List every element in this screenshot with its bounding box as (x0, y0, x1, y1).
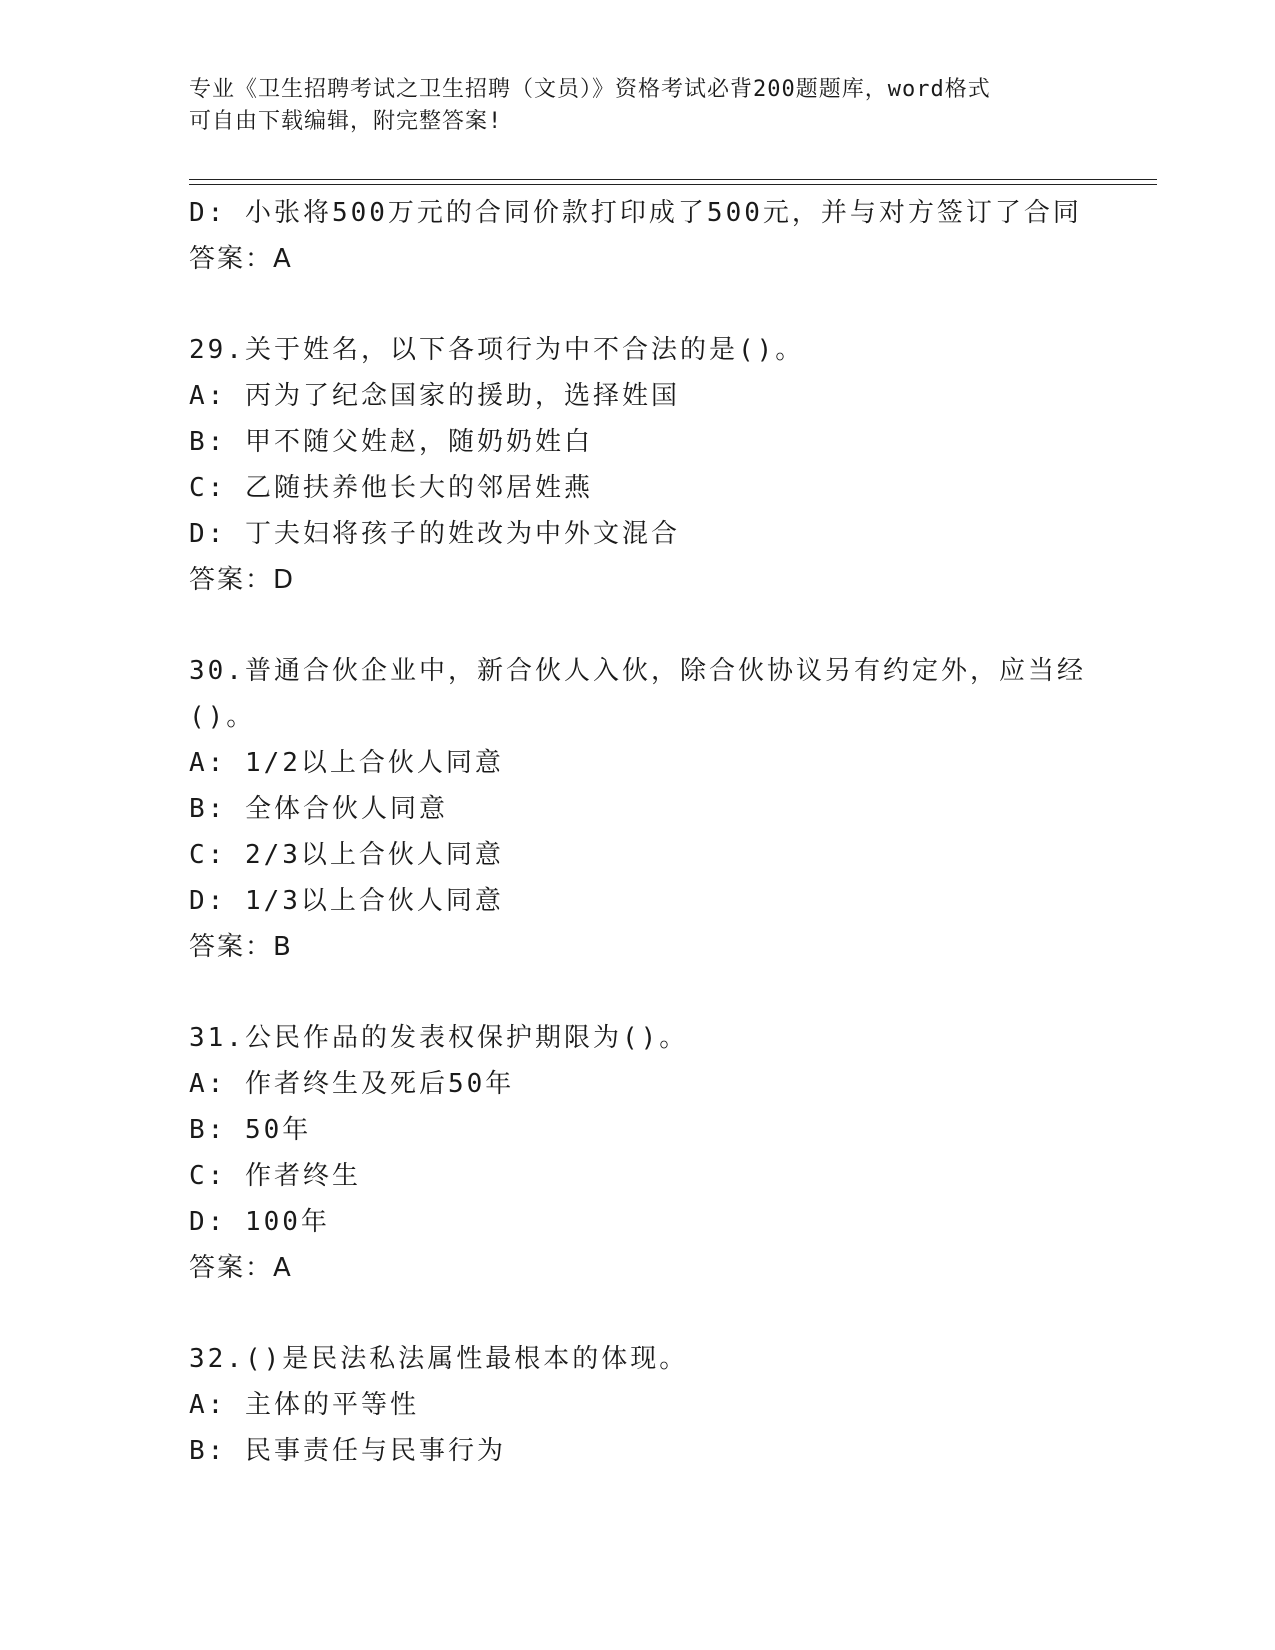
header-divider-bottom (189, 184, 1157, 185)
option-b: B: 甲不随父姓赵，随奶奶姓白 (189, 427, 593, 457)
option-a: A: 作者终生及死后50年 (189, 1069, 515, 1099)
question-block-29 (189, 327, 1089, 603)
option-c: C: 2/3以上合伙人同意 (189, 840, 504, 870)
question-stem: 30.普通合伙企业中，新合伙人入伙，除合伙协议另有约定外，应当经 (189, 656, 1086, 686)
question-stem-continued: ()。 (189, 702, 256, 732)
question-block-32 (189, 1336, 1089, 1474)
option-d: D: 100年 (189, 1207, 330, 1237)
answer-line: 答案：A (189, 1253, 293, 1283)
spacer (189, 970, 1089, 1015)
document-header (189, 74, 1089, 138)
option-d: D: 1/3以上合伙人同意 (189, 886, 504, 916)
spacer (189, 282, 1089, 327)
answer-line: 答案：A (189, 244, 293, 274)
question-content (189, 190, 1089, 1474)
option-b: B: 50年 (189, 1115, 312, 1145)
answer-line: 答案：B (189, 932, 293, 962)
spacer (189, 603, 1089, 648)
option-c: C: 作者终生 (189, 1161, 361, 1191)
question-stem: 31.公民作品的发表权保护期限为()。 (189, 1023, 689, 1053)
question-block-28-tail (189, 190, 1089, 282)
option-d: D: 丁夫妇将孩子的姓改为中外文混合 (189, 519, 680, 549)
option-a: A: 1/2以上合伙人同意 (189, 748, 504, 778)
option-a: A: 丙为了纪念国家的援助，选择姓国 (189, 381, 680, 411)
question-block-31 (189, 1015, 1089, 1291)
option-b: B: 民事责任与民事行为 (189, 1436, 506, 1466)
spacer (189, 1291, 1089, 1336)
option-d: D: 小张将500万元的合同价款打印成了500元，并与对方签订了合同 (189, 198, 1082, 228)
option-a: A: 主体的平等性 (189, 1390, 419, 1420)
header-divider-top (189, 179, 1157, 180)
header-subtitle-line: 可自由下载编辑，附完整答案! (189, 109, 503, 134)
option-c: C: 乙随扶养他长大的邻居姓燕 (189, 473, 593, 503)
answer-line: 答案：D (189, 565, 296, 595)
question-block-30 (189, 648, 1089, 970)
question-stem: 29.关于姓名，以下各项行为中不合法的是()。 (189, 335, 805, 365)
header-title-line: 专业《卫生招聘考试之卫生招聘（文员）》资格考试必背200题题库，word格式 (189, 77, 991, 102)
question-stem: 32.()是民法私法属性最根本的体现。 (189, 1344, 689, 1374)
option-b: B: 全体合伙人同意 (189, 794, 448, 824)
